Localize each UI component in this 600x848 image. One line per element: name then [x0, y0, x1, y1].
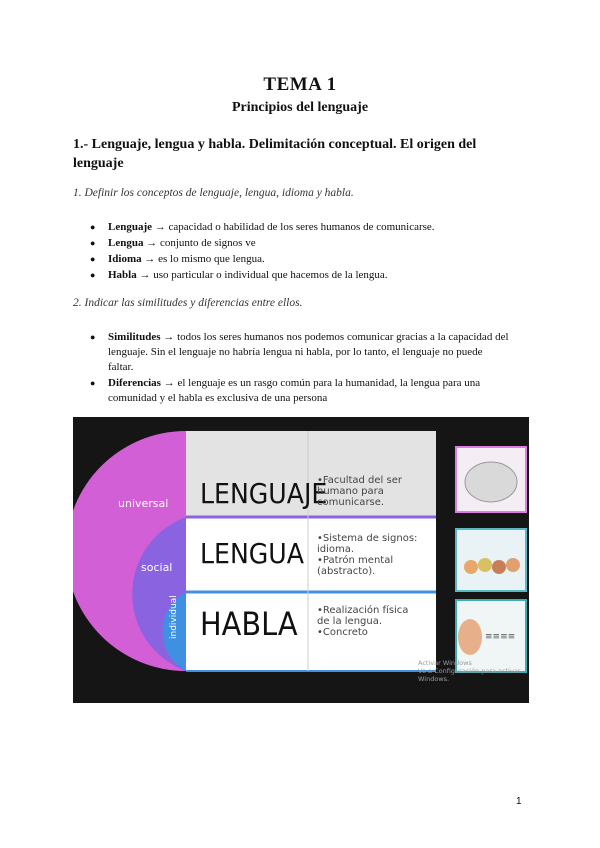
- page-number: 1: [516, 796, 522, 807]
- doc-subtitle: Principios del lenguaje: [231, 100, 369, 115]
- list-item: ● Diferencias → el lenguaje es un rasgo común para la humanidad, la lengua para una comunidad y el habla es exclusiva de una persona: [90, 376, 510, 406]
- arc-label-universal: universal: [118, 497, 169, 510]
- word-lengua: LENGUA: [200, 537, 304, 570]
- desc-lenguaje: •Facultad del ser humano para comunicarse.: [317, 475, 402, 508]
- list-item: ● Similitudes → todos los seres humanos nos podemos comunicar gracias a la capacidad del lenguaje. Sin el lenguaje no habría lengua ni habla, por lo tanto, el lenguaje no puede faltar.: [90, 330, 510, 375]
- word-habla: HABLA: [200, 605, 298, 643]
- slide-image: [73, 417, 529, 703]
- list-item: ● Lengua → conjunto de signos ve: [90, 236, 510, 251]
- word-lenguaje: LENGUAJE: [200, 477, 328, 510]
- arc-label-individual: individual: [169, 595, 179, 639]
- section-heading: 1.- Lenguaje, lengua y habla. Delimitación conceptual. El origen del lenguaje: [73, 137, 477, 171]
- definitions-list: [90, 220, 510, 284]
- list-item: ● Lenguaje → capacidad o habilidad de los seres humanos de comunicarse.: [90, 220, 510, 235]
- arc-label-social: social: [141, 561, 173, 574]
- question-1: 1. Definir los conceptos de lenguaje, lengua, idioma y habla.: [73, 187, 354, 199]
- windows-watermark: Activar Windows Ve a Configuración para activar Windows.: [418, 659, 521, 683]
- question-2: 2. Indicar las similitudes y diferencias entre ellos.: [73, 297, 303, 309]
- desc-lengua: •Sistema de signos: idioma. •Patrón mental (abstracto).: [317, 533, 418, 577]
- svg-text:≡≡≡≡: ≡≡≡≡: [485, 632, 516, 642]
- doc-title: TEMA 1: [263, 74, 337, 95]
- comparison-list: [90, 330, 510, 407]
- list-item: ● Idioma → es lo mismo que lengua.: [90, 252, 510, 267]
- desc-habla: •Realización física de la lengua. •Concreto: [317, 605, 409, 638]
- list-item: ● Habla → uso particular o individual que hacemos de la lengua.: [90, 268, 510, 283]
